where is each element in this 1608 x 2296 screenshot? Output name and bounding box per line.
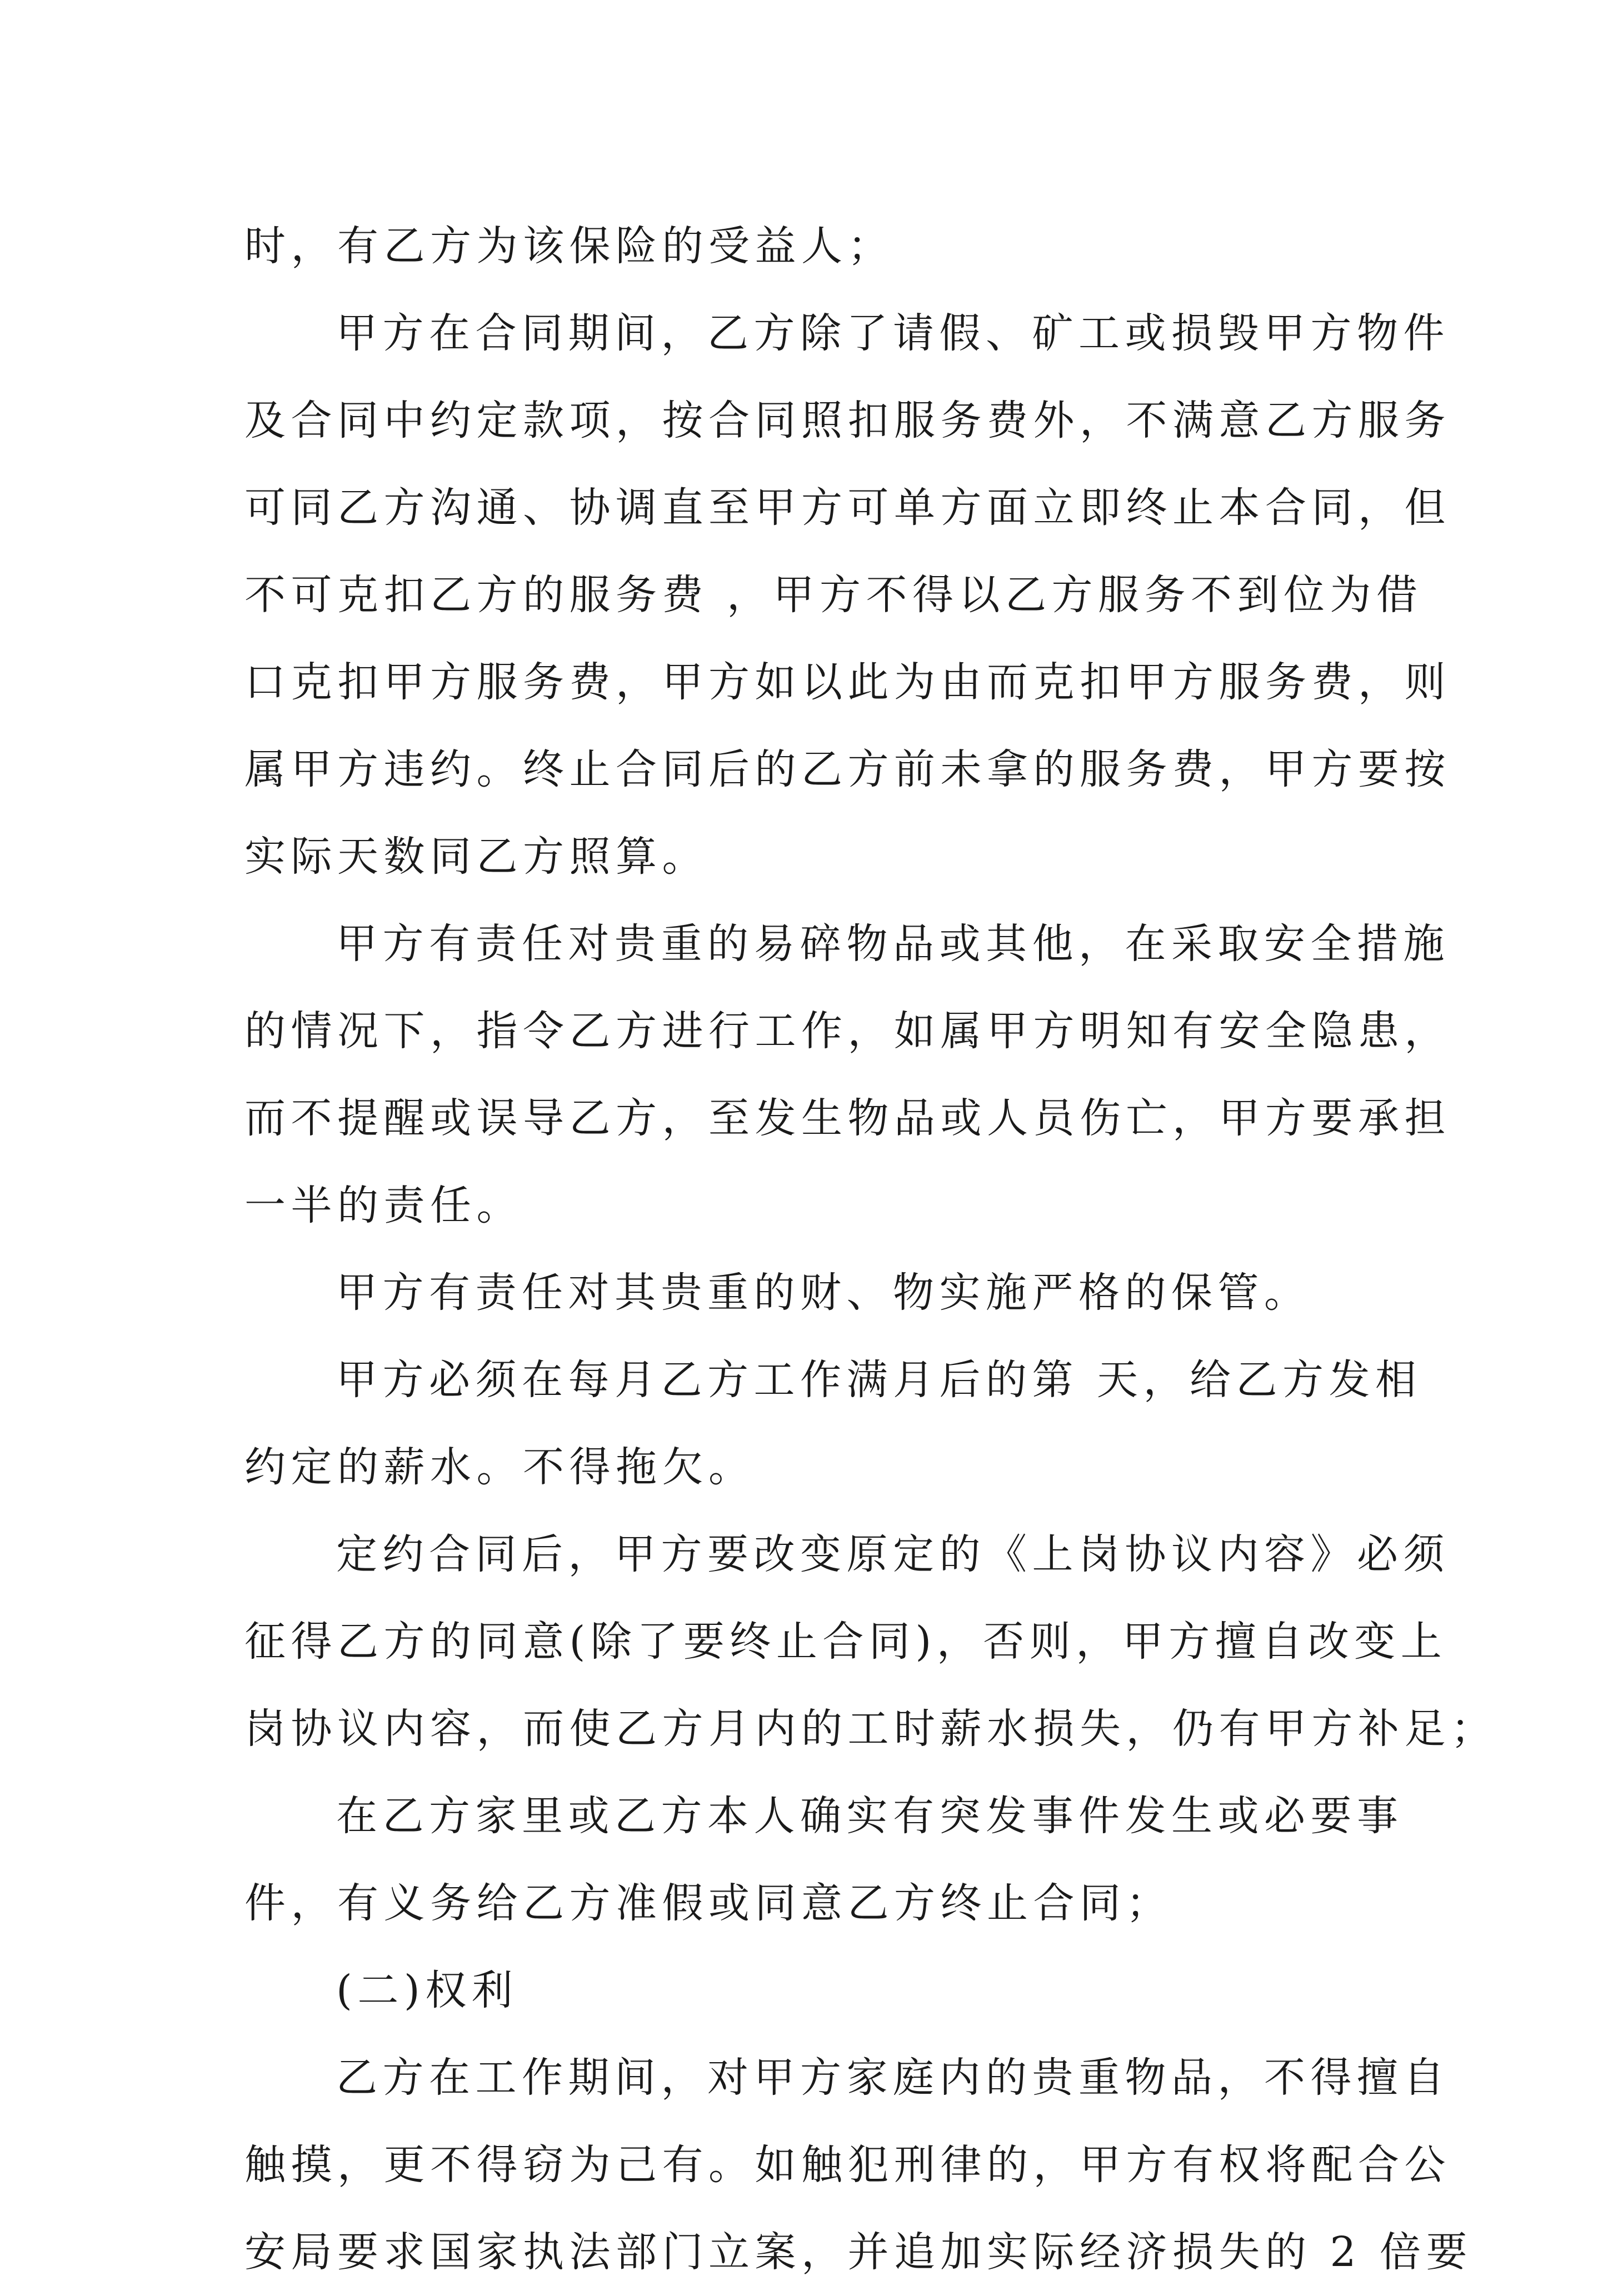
text-line: 实际天数同乙方照算。 [244,833,708,881]
document-body [244,203,1497,2296]
text-line: 征得乙方的同意(除了要终止合同)，否则，甲方擅自改变上 [244,1618,1447,1665]
text-line: 在乙方家里或乙方本人确实有突发事件发生或必要事 [336,1792,1404,1840]
text-line: 甲方必须在每月乙方工作满月后的第 天，给乙方发相 [336,1356,1422,1404]
text-line: 口克扣甲方服务费，甲方如以此为由而克扣甲方服务费，则 [244,658,1451,706]
text-line: 甲方有责任对其贵重的财、物实施严格的保管。 [336,1269,1311,1317]
text-line: 属甲方违约。终止合同后的乙方前未拿的服务费，甲方要按 [244,746,1451,793]
text-line: 件，有义务给乙方准假或同意乙方终止合同； [244,1879,1172,1927]
text-line: 而不提醒或误导乙方，至发生物品或人员伤亡，甲方要承担 [244,1094,1451,1142]
text-line: 可同乙方沟通、协调直至甲方可单方面立即终止本合同，但 [244,484,1451,532]
text-line: 岗协议内容，而使乙方月内的工时薪水损失，仍有甲方补足； [244,1705,1497,1753]
text-line: 约定的薪水。不得拖欠。 [244,1443,755,1491]
text-line: 甲方有责任对贵重的易碎物品或其他，在采取安全措施 [336,920,1450,968]
text-line: 一半的责任。 [244,1182,523,1229]
text-line: 触摸，更不得窃为己有。如触犯刑律的，甲方有权将配合公 [244,2141,1451,2189]
section-heading: (二)权利 [336,1967,518,2014]
text-line: 乙方在工作期间，对甲方家庭内的贵重物品，不得擅自 [336,2054,1450,2102]
text-line: 不可克扣乙方的服务费 ，甲方不得以乙方服务不到位为借 [244,571,1423,619]
text-line: 甲方在合同期间，乙方除了请假、矿工或损毁甲方物件 [336,309,1450,357]
text-line: 及合同中约定款项，按合同照扣服务费外，不满意乙方服务 [244,397,1451,444]
text-line: 的情况下，指令乙方进行工作，如属甲方明知有安全隐患， [244,1007,1451,1055]
text-line: 安局要求国家执法部门立案，并追加实际经济损失的 2 倍要 [244,2228,1473,2276]
text-line: 定约合同后，甲方要改变原定的《上岗协议内容》必须 [336,1530,1450,1578]
text-line: 时，有乙方为该保险的受益人； [244,222,894,270]
